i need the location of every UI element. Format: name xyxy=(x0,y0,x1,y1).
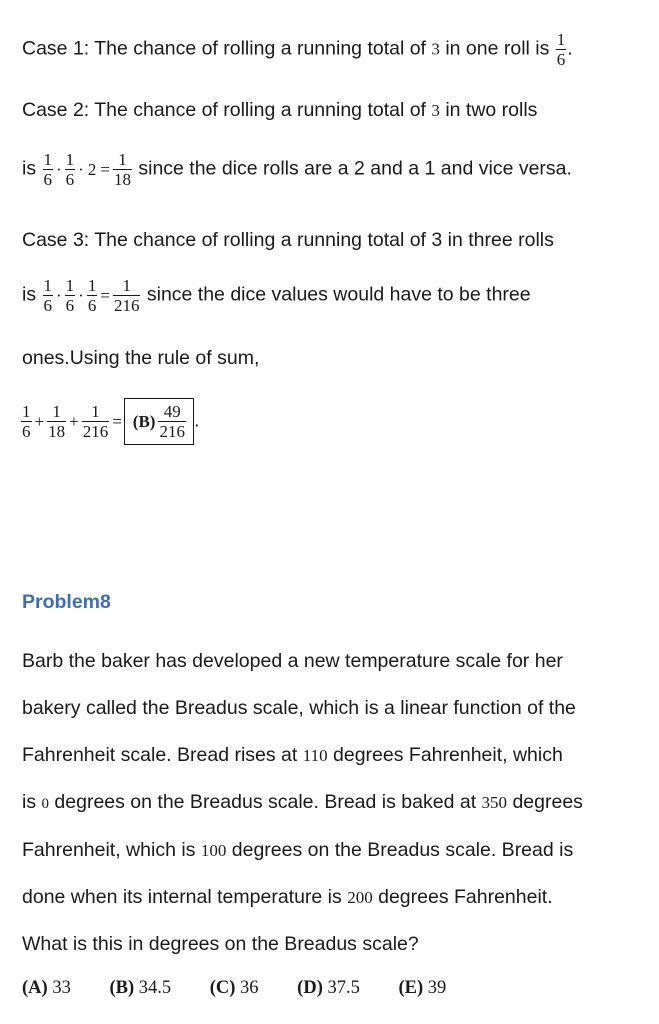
sum-equation-line: $\frac{1}{6}$ + $\frac{1}{18}$ + $\frac{1}{216}$ = (B) $\frac{49}{216}$ . xyxy=(20,398,199,445)
case2-explanation: since the dice rolls are a 2 and a 1 and vice versa. xyxy=(132,157,572,180)
case1-text: Case 1: The chance of rolling a running total of xyxy=(22,37,432,60)
case3-fraction-3: $\frac{1}{6}$ xyxy=(87,276,97,315)
problem-line-4: is 0 degrees on the Breadus scale. Bread is baked at 350 degrees xyxy=(22,791,583,813)
case2-number: 3 xyxy=(431,101,440,120)
sum-fraction-3: $\frac{1}{216}$ xyxy=(82,402,109,441)
case1-fraction: $\frac{1}{6}$ xyxy=(556,30,566,69)
problem-line-6: done when its internal temperature is 200 degrees Fahrenheit. xyxy=(22,886,553,908)
sum-fraction-1: $\frac{1}{6}$ xyxy=(22,402,31,441)
choice-d: (D) 37.5 xyxy=(297,978,360,998)
case2-fraction-2: $\frac{1}{6}$ xyxy=(65,150,75,189)
choice-b: (B) 34.5 xyxy=(109,978,172,998)
case3-fraction-1: $\frac{1}{6}$ xyxy=(43,276,52,315)
problem-heading: Problem8 xyxy=(22,591,111,613)
answer-choices xyxy=(22,978,480,999)
case2-equation-line: is $\frac{1}{6}$ · $\frac{1}{6}$ · 2 = $\frac{1}{18}$ since the dice rolls are a 2 and a 1 and vice versa. xyxy=(22,150,572,189)
case2-result-fraction: $\frac{1}{18}$ xyxy=(113,150,131,189)
problem-line-7: What is this in degrees on the Breadus scale? xyxy=(22,933,419,955)
answer-label: (B) xyxy=(132,411,156,431)
choice-e: (E) 39 xyxy=(398,978,447,998)
case3-result-fraction: $\frac{1}{216}$ xyxy=(113,276,140,315)
case2-heading-line: Case 2: The chance of rolling a running total of 3 in two rolls xyxy=(22,99,538,121)
problem-line-1: Barb the baker has developed a new temperature scale for her xyxy=(22,650,563,672)
case3-explanation: since the dice values would have to be three xyxy=(141,283,531,306)
answer-box xyxy=(124,398,194,445)
case3-rule-of-sum-line: ones.Using the rule of sum, xyxy=(22,347,260,369)
problem-line-2: bakery called the Breadus scale, which is a linear function of the xyxy=(22,697,576,719)
case3-equation-line: is $\frac{1}{6}$ · $\frac{1}{6}$ · $\frac{1}{6}$ = $\frac{1}{216}$ since the dice values would have to be three xyxy=(22,276,531,315)
case1-number: 3 xyxy=(431,39,440,59)
problem-line-5: Fahrenheit, which is 100 degrees on the Breadus scale. Bread is xyxy=(22,839,574,861)
choice-c: (C) 36 xyxy=(209,978,259,998)
choice-a: (A) 33 xyxy=(22,978,71,998)
case2-fraction-1: $\frac{1}{6}$ xyxy=(43,150,52,189)
case3-heading-line: Case 3: The chance of rolling a running total of 3 in three rolls xyxy=(22,229,554,251)
answer-fraction: $\frac{49}{216}$ xyxy=(159,402,185,441)
case1-text-mid: in one roll is xyxy=(439,37,555,60)
sum-fraction-2: $\frac{1}{18}$ xyxy=(48,402,66,441)
case3-fraction-2: $\frac{1}{6}$ xyxy=(65,276,75,315)
case1-line: Case 1: The chance of rolling a running total of 3 in one roll is $\frac{1}{6}$ . xyxy=(22,30,573,69)
problem-line-3: Fahrenheit scale. Bread rises at 110 degrees Fahrenheit, which xyxy=(22,744,563,766)
